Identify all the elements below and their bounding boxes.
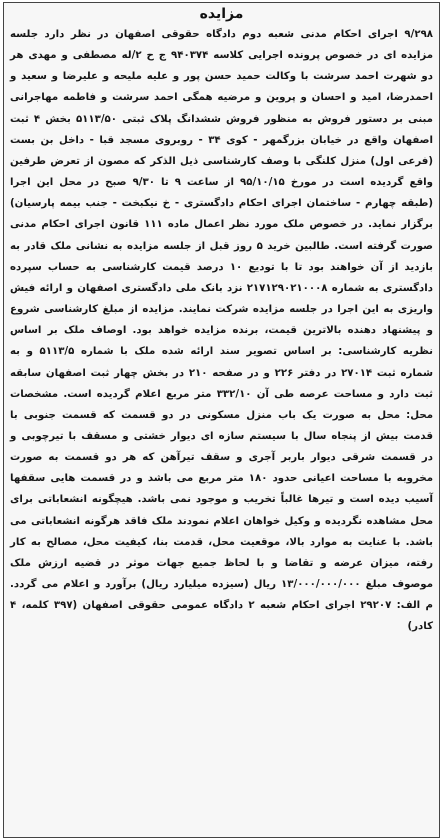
notice-title: مزایده — [199, 6, 244, 22]
notice-body: ۹/۲۹۸ اجرای احکام مدنی شعبه دوم دادگاه حقوقی اصفهان در نظر دارد جلسه مزایده ای در خصوص پرونده اجرایی کلاسه ۹۴۰۳۷۴ ج ح ۲/له مصطفی و مهدی هر دو شهرت احمد سرشت با وکالت حمید حسن پور و علیه ملیحه و علیرضا و سعید و احمدرضا، امید و احسان و پروین و مرضیه همگی احمد سرشت و فاطمه مهاجرانی مبنی بر دستور فروش به منظور فروش ششدانگ پلاک ثبتی ۵۱۱۳/۵۰ بخش ۴ ثبت اصفهان واقع در خیابان بزرگمهر - کوی ۳۴ - روبروی مسجد قبا - داخل بن بست (فرعی اول) منزل کلنگی با وصف کارشناسی ذیل الذکر که مصون از تعرض طرفین واقع گردیده است در مورخ ۹۵/۱۰/۱۵ از ساعت ۹ تا ۹/۳۰ صبح در محل این اجرا (طبقه چهارم - ساختمان اجرای احکام دادگستری - خ نیکبخت - جنب بیمه پارسیان) برگزار نماید. در خصوص ملک مورد نظر اعمال ماده ۱۱۱ قانون اجرای احکام مدنی صورت گرفته است. طالبین خرید ۵ روز قبل از جلسه مزایده به نشانی ملک قادر به بازدید از آن خواهند بود تا با توديع ۱۰ درصد قیمت کارشناسی به حساب سپرده دادگستری به شماره ۲۱۷۱۲۹۰۲۱۰۰۰۸ نزد بانک ملی دادگستری اصفهان و ارائه فیش واریزی به این اجرا در جلسه مزایده شرکت نمایند. مزایده از مبلغ کارشناسی شروع و پیشنهاد دهنده بالاترین قیمت، برنده مزایده خواهد بود. اوصاف ملک بر اساس نظریه کارشناسی: بر اساس تصویر سند ارائه شده ملک با شماره ۵۱۱۳/۵ و به شماره ثبت ۲۷۰۱۴ در دفتر ۲۲۶ و در صفحه ۲۱۰ در بخش چهار ثبت اصفهان سابقه ثبت دارد و مساحت عرصه طی آن ۳۳۲/۱۰ متر مربع اعلام گردیده است. مشخصات محل: محل به صورت یک باب منزل مسکونی در دو قسمت که قسمت جنوبی با قدمت بیش از پنجاه سال با سیستم سازه ای دیوار خشتی و مسقف با تیرچوبی و در قسمت شرقی دیوار باربر آجری و سقف تیرآهن که هر دو قسمت به صورت مخروبه با مساحت اعیانی حدود ۱۸۰ متر مربع می باشد و در قسمت هایی سقفها آسیب دیده است و تیرها غالباً تخریب و موجود نمی باشد. هیچگونه انشعاباتی برای محل مشاهده نگردیده و وکیل خواهان اعلام نمودند ملک فاقد هرگونه انشعاباتی می باشد. با عنایت به موارد بالا، موقعیت محل، قدمت بنا، کیفیت محل، مصالح به کار رفته، میزان عرضه و تقاضا و با لحاظ جمیع جهات موثر در قضیه ارزش ملک موصوف مبلغ ۱۳/۰۰۰/۰۰۰/۰۰۰ ریال (سیزده میلیارد ریال) برآورد و اعلام می گردد. م الف: ۲۹۲۰۷ اجرای احکام شعبه ۲ دادگاه عمومی حقوقی اصفهان (۳۹۷ کلمه، ۴ کادر) — [10, 29, 434, 633]
auction-notice — [3, 2, 440, 838]
